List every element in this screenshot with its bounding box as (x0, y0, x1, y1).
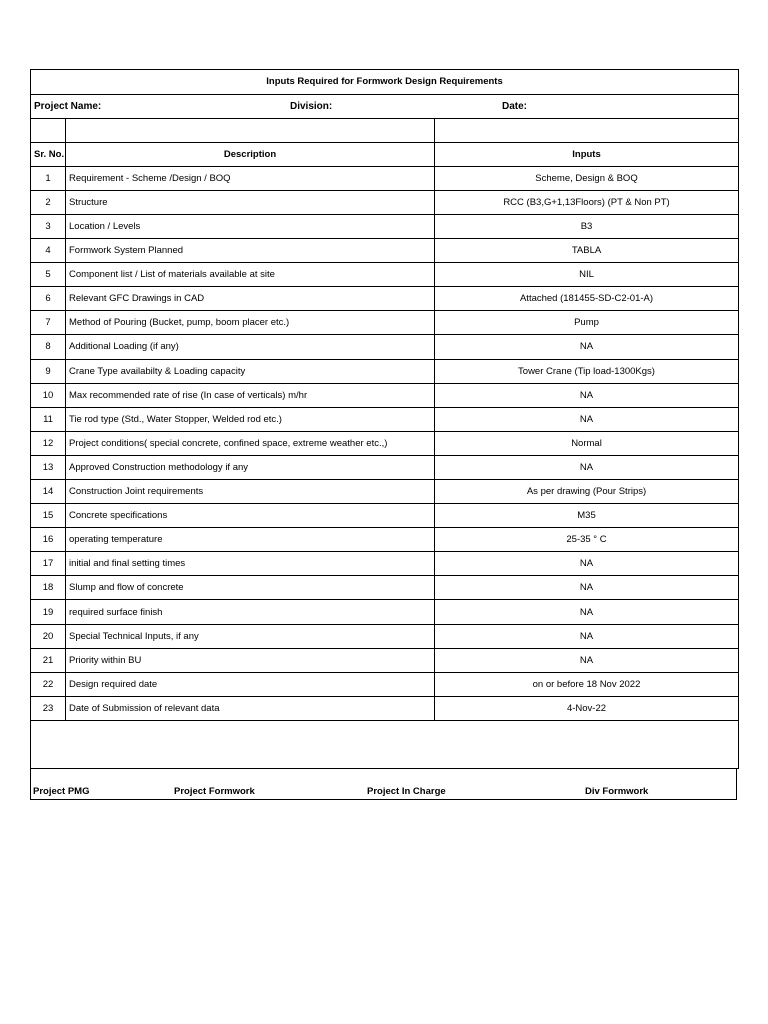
row-description: Priority within BU (66, 648, 435, 672)
row-sr-number: 5 (31, 263, 66, 287)
row-description: Component list / List of materials available at site (66, 263, 435, 287)
row-sr-number: 23 (31, 696, 66, 720)
row-input: 4-Nov-22 (435, 696, 739, 720)
division-label: Division: (290, 100, 333, 112)
row-input: NA (435, 624, 739, 648)
table-row (31, 431, 739, 455)
row-description: Approved Construction methodology if any (66, 455, 435, 479)
sign-project-pmg: Project PMG (33, 785, 90, 797)
row-sr-number: 13 (31, 455, 66, 479)
row-input: As per drawing (Pour Strips) (435, 480, 739, 504)
row-input: B3 (435, 214, 739, 238)
table-row (31, 600, 739, 624)
row-description: Tie rod type (Std., Water Stopper, Welded rod etc.) (66, 407, 435, 431)
table-row (31, 696, 739, 720)
row-input: NA (435, 576, 739, 600)
table-row (31, 455, 739, 479)
row-input: NA (435, 648, 739, 672)
table-row (31, 648, 739, 672)
table-row (31, 383, 739, 407)
col-header-inputs: Inputs (435, 142, 739, 166)
row-description: Construction Joint requirements (66, 480, 435, 504)
row-description: Method of Pouring (Bucket, pump, boom placer etc.) (66, 311, 435, 335)
row-description: initial and final setting times (66, 552, 435, 576)
row-sr-number: 19 (31, 600, 66, 624)
table-row (31, 504, 739, 528)
row-description: operating temperature (66, 528, 435, 552)
row-sr-number: 1 (31, 166, 66, 190)
row-input: NA (435, 407, 739, 431)
row-description: Structure (66, 190, 435, 214)
blank-cell (31, 118, 66, 142)
col-header-sr: Sr. No. (31, 142, 66, 166)
row-input: M35 (435, 504, 739, 528)
row-description: Concrete specifications (66, 504, 435, 528)
row-sr-number: 17 (31, 552, 66, 576)
row-input: TABLA (435, 239, 739, 263)
row-description: required surface finish (66, 600, 435, 624)
row-sr-number: 15 (31, 504, 66, 528)
table-row (31, 480, 739, 504)
row-sr-number: 12 (31, 431, 66, 455)
row-description: Project conditions( special concrete, confined space, extreme weather etc.,) (66, 431, 435, 455)
sign-project-formwork: Project Formwork (174, 785, 255, 797)
form-title: Inputs Required for Formwork Design Requirements (31, 70, 739, 95)
row-description: Additional Loading (if any) (66, 335, 435, 359)
table-row (31, 190, 739, 214)
row-sr-number: 6 (31, 287, 66, 311)
row-sr-number: 4 (31, 239, 66, 263)
row-input: Scheme, Design & BOQ (435, 166, 739, 190)
row-input: NA (435, 552, 739, 576)
row-sr-number: 20 (31, 624, 66, 648)
row-description: Requirement - Scheme /Design / BOQ (66, 166, 435, 190)
row-sr-number: 18 (31, 576, 66, 600)
formwork-inputs-sheet (30, 69, 738, 800)
row-description: Formwork System Planned (66, 239, 435, 263)
table-row (31, 407, 739, 431)
row-description: Slump and flow of concrete (66, 576, 435, 600)
row-sr-number: 2 (31, 190, 66, 214)
blank-cell (31, 720, 739, 768)
row-sr-number: 16 (31, 528, 66, 552)
blank-cell (435, 118, 739, 142)
row-input: NA (435, 455, 739, 479)
row-input: RCC (B3,G+1,13Floors) (PT & Non PT) (435, 190, 739, 214)
col-header-description: Description (66, 142, 435, 166)
row-input: Normal (435, 431, 739, 455)
table-row (31, 528, 739, 552)
table-row (31, 672, 739, 696)
row-description: Design required date (66, 672, 435, 696)
sign-div-formwork: Div Formwork (585, 785, 649, 797)
table-row (31, 359, 739, 383)
row-sr-number: 3 (31, 214, 66, 238)
row-sr-number: 11 (31, 407, 66, 431)
project-name-label: Project Name: (34, 100, 102, 112)
row-description: Relevant GFC Drawings in CAD (66, 287, 435, 311)
blank-row (31, 720, 739, 768)
row-sr-number: 14 (31, 480, 66, 504)
row-sr-number: 22 (31, 672, 66, 696)
row-description: Date of Submission of relevant data (66, 696, 435, 720)
table-row (31, 311, 739, 335)
table-row (31, 263, 739, 287)
row-input: on or before 18 Nov 2022 (435, 672, 739, 696)
row-sr-number: 9 (31, 359, 66, 383)
row-description: Location / Levels (66, 214, 435, 238)
project-meta-row (31, 94, 739, 118)
inputs-table (30, 69, 739, 769)
row-input: 25-35 ° C (435, 528, 739, 552)
row-sr-number: 8 (31, 335, 66, 359)
row-input: Attached (181455-SD-C2-01-A) (435, 287, 739, 311)
row-description: Max recommended rate of rise (In case of verticals) m/hr (66, 383, 435, 407)
row-input: Pump (435, 311, 739, 335)
table-row (31, 239, 739, 263)
row-input: NIL (435, 263, 739, 287)
table-row (31, 552, 739, 576)
row-input: NA (435, 600, 739, 624)
signature-row (30, 769, 737, 800)
row-input: NA (435, 335, 739, 359)
row-sr-number: 10 (31, 383, 66, 407)
row-input: Tower Crane (Tip load-1300Kgs) (435, 359, 739, 383)
row-sr-number: 7 (31, 311, 66, 335)
row-description: Crane Type availabilty & Loading capacity (66, 359, 435, 383)
sign-project-in-charge: Project In Charge (367, 785, 446, 797)
table-row (31, 335, 739, 359)
row-sr-number: 21 (31, 648, 66, 672)
row-input: NA (435, 383, 739, 407)
table-row (31, 624, 739, 648)
table-row (31, 214, 739, 238)
blank-cell (66, 118, 435, 142)
table-row (31, 166, 739, 190)
table-row (31, 576, 739, 600)
date-label: Date: (502, 100, 528, 112)
table-row (31, 287, 739, 311)
row-description: Special Technical Inputs, if any (66, 624, 435, 648)
